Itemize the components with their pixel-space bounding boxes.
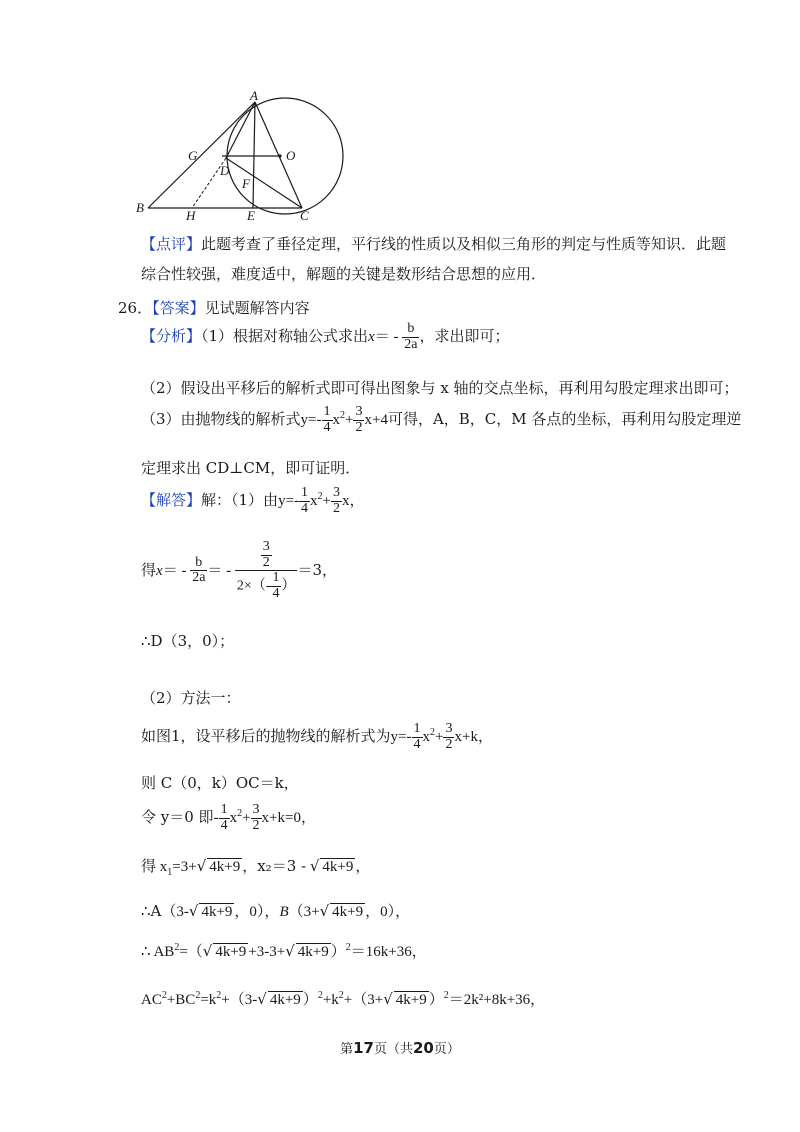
ac-result: ＝2k²+8k+36， <box>448 992 546 1008</box>
c-point-line: 则 C（0，k）OC＝k， <box>141 774 299 792</box>
solution-tag: 【解答】 <box>141 491 202 510</box>
analysis-tag: 【分析】 <box>141 327 202 346</box>
let-text: 令 y＝0 即 <box>141 808 214 827</box>
ab-squared-line: ∴ $AB^2=(√$ 4k+9 +3-3+√ 4k+9 ）$^2$＝16k+36， <box>141 942 427 960</box>
label-e: E <box>247 208 255 223</box>
point-o <box>278 154 281 157</box>
review-tag: 【点评】 <box>141 235 202 253</box>
page-footer <box>0 1038 800 1057</box>
ab-result: ＝16k+36， <box>350 944 427 960</box>
analysis-text-3b: 可得，A，B，C，M 各点的坐标，再利用勾股定理逆 <box>387 410 742 429</box>
answer-tag: 【答案】 <box>152 299 205 317</box>
label-a: A <box>250 88 258 103</box>
label-f: F <box>242 176 250 191</box>
analysis-line-3: （3）由抛物线的解析式y=- $\frac{1}{4}$ $x^2+$ $\frac{3}{2}$ x+4可得，A，B，C，M 各点的坐标，再利用勾股定理逆 <box>141 404 742 435</box>
ac-bc-line: $AC^2+BC^2=k^2+(3-√$ 4k+9 ）$^2+k^2+(3+√$ 4k+9 ）$^2$＝2k²+8k+36， <box>141 990 546 1008</box>
solution-text-1: 解：（1）由 <box>201 491 279 510</box>
analysis-text-1: （1）根据对称轴公式求出 <box>201 327 369 346</box>
analysis-line-2: （2）假设出平移后的解析式即可得出图象与 x 轴的交点坐标，再利用勾股定理求出即可； <box>141 379 739 397</box>
roots-line: 得 $x_1=3+√$ 4k+9 ，x₂＝3 - √ 4k+9 ， <box>141 857 371 878</box>
fig1-line: 如图1，设平移后的抛物线的解析式为y=- $\frac{1}{4}$ $x^2+$ $\frac{3}{2}$ x+k， <box>141 721 493 752</box>
analysis-text-3: （3）由抛物线的解析式 <box>141 410 301 429</box>
label-o: O <box>286 148 296 163</box>
let-line: 令 y＝0 即- $\frac{1}{4}$ $x^2+$ $\frac{3}{2}$ x+k=0， <box>141 802 316 833</box>
label-g: G <box>188 148 198 163</box>
q26-answer-line <box>118 297 310 318</box>
ab-points-line: ∴A（3-√ 4k+9 ，0），B（3+√ 4k+9 ，0）， <box>141 902 411 920</box>
geometry-figure <box>130 88 350 223</box>
ab-points-pre: ∴A <box>141 902 162 920</box>
x2-text: ，x₂＝3 - <box>242 857 307 875</box>
segment-ae <box>253 102 255 208</box>
analysis-line-4: 定理求出 CD⊥CM，即可证明． <box>141 459 361 477</box>
review-text-1: 此题考查了垂径定理，平行线的性质以及相似三角形的判定与性质等知识．此题 <box>201 235 727 253</box>
footer-pre: 第 <box>340 1042 354 1057</box>
label-b: B <box>136 200 144 215</box>
analysis-text-1b: ，求出即可； <box>419 327 510 346</box>
solution-line-1: 【解答】解：（1）由y=- $\frac{1}{4}$ $x^2+$ $\frac{3}{2}$ x， <box>141 485 365 516</box>
label-c: C <box>300 208 309 223</box>
de-pre: 得 <box>141 560 157 579</box>
fig1-text: 如图1，设平移后的抛物线的解析式为 <box>141 727 391 746</box>
q26-number: 26． <box>118 299 153 317</box>
segment-ad <box>226 102 255 158</box>
answer-text: 见试题解答内容 <box>204 299 310 317</box>
footer-post: 页） <box>433 1042 460 1057</box>
footer-mid: 页（共 <box>373 1042 413 1057</box>
roots-pre: 得 <box>141 857 157 875</box>
total-pages: 20 <box>413 1039 434 1057</box>
ab-line-pre: ∴ <box>141 942 151 960</box>
review-line-1 <box>141 233 726 254</box>
current-page: 17 <box>353 1039 374 1057</box>
review-line-2: 综合性较强，难度适中，解题的关键是数形结合思想的应用． <box>141 265 547 283</box>
de-result: ＝3， <box>297 560 338 579</box>
solution-d-point: ∴D（3，0）； <box>141 632 235 650</box>
solution-line-axis: 得x＝ - $\frac{b}{2a}$ ＝ - $\frac{3}{2}$ 2×（- $\frac{1}{4}$ ） ＝3， <box>141 539 338 602</box>
label-d: D <box>220 163 230 178</box>
method-line: （2）方法一： <box>141 689 241 707</box>
analysis-line-1: 【分析】（1）根据对称轴公式求出x＝ - $\frac{b}{2a}$ ，求出即可； <box>141 321 510 352</box>
label-h: H <box>186 208 196 223</box>
